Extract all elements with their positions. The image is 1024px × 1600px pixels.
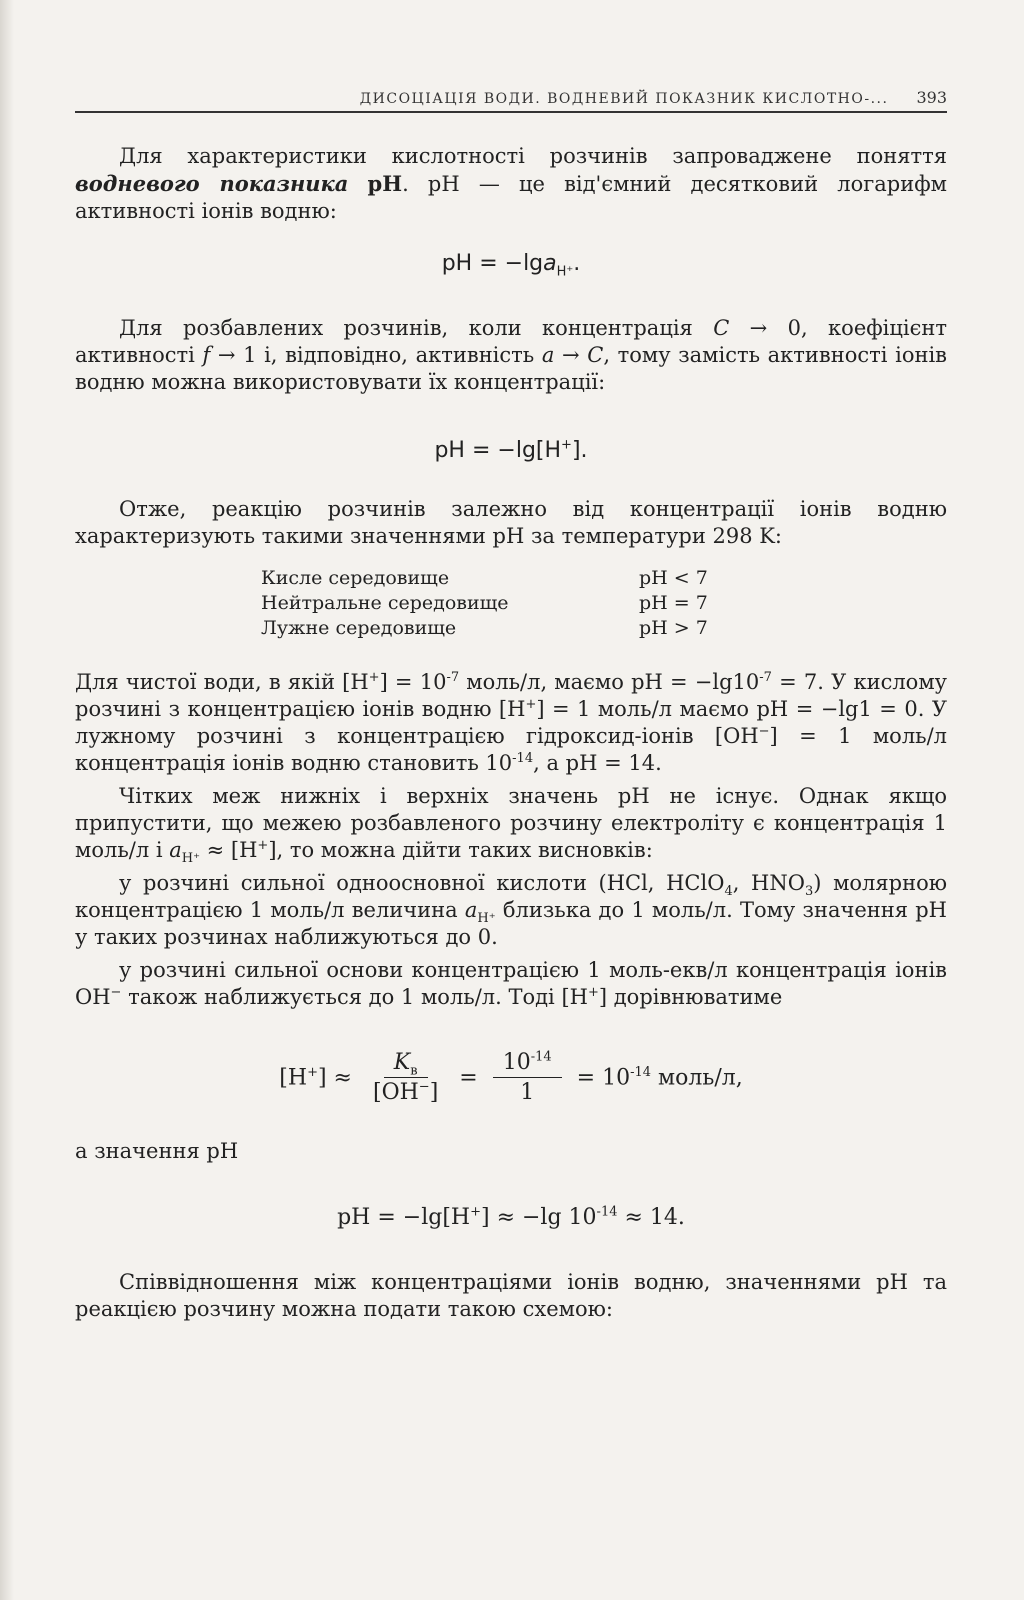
paragraph-strong-base [75,957,947,1011]
sup: + [368,670,380,685]
text: → 1 і, відповідно, активність [210,343,542,367]
fraction-kw-over-oh [367,1049,444,1108]
text: , тому замість активності іонів водню можна використовувати їх концентрації: [75,343,947,394]
formula-text: . [573,251,581,276]
formula-sup: -14 [596,1204,618,1220]
formula-ph-activity [75,249,947,279]
formula-sup: + [470,1204,481,1220]
formula-text: ]. [571,438,588,463]
text: у розчині сильної основи концентрацією 1 моль-екв/л концентрація іонів OH [75,958,947,1009]
text: ], то можна дійти таких висновків: [268,838,653,862]
env-name: Нейтральне середовище [261,592,509,614]
text: . pH — це від'ємний десятковий логарифм активності іонів водню: [75,172,948,223]
sup: + [257,838,269,853]
formula-text: 10 [502,1050,531,1075]
env-ph: pH = 7 [639,592,708,614]
text: ] = 10 [379,670,447,694]
term-ph: рН [367,171,403,196]
paragraph-pure-water [75,669,947,777]
formula-text: [H [279,1065,308,1091]
text: у розчині сильної одноосновної кислоти (HCl, HClO [119,871,725,895]
sub: 4 [724,884,733,900]
env-name: Лужне середовище [261,617,457,639]
formula-text: ≈ 14. [617,1205,685,1230]
page-number: 393 [916,88,947,107]
paragraph-scheme-intro: Співвідношення між концентраціями іонів водню, значеннями pH та реакцією розчину можна подати такою схемою: [75,1270,947,1321]
fraction-power-over-one [493,1049,562,1108]
paragraph-dilute-solutions [75,315,947,396]
text: ≈ [H [199,838,258,862]
page-header [75,88,947,113]
paragraph-ph-value: а значення pH [75,1139,239,1163]
text: = 7. У кислому розчині з концентрацією іонів водню [H [75,670,948,721]
var-c: C [587,343,604,367]
formula-text: [OH [372,1080,419,1105]
text: Чітких меж нижніх і верхніх значень pH не існує. Однак якщо припустити, що межею розбавленого розчину електроліту є концентрація 1 моль/л і [75,784,947,862]
formula-text: pH = −lg[H [337,1205,471,1230]
sub: H⁺ [477,911,496,927]
formula-text: ] ≈ [317,1065,352,1091]
table-row [261,566,708,591]
text: ] = 1 моль/л маємо pH = −lg1 = 0. У лужному розчині з концентрацією гідроксид-іонів [OH [75,697,948,748]
text: ] дорівнюватиме [598,985,783,1009]
table-row [261,616,708,641]
formula-sup: + [307,1065,318,1081]
var-a: a [541,343,555,367]
formula-text: ] ≈ −lg 10 [481,1205,597,1230]
sup: + [525,697,537,712]
sup: -7 [446,670,460,685]
sup: -7 [759,670,772,685]
env-ph: pH < 7 [639,567,708,589]
formula-text: pH = −lg[H [434,438,562,463]
formula-sup: -14 [630,1065,652,1081]
paragraph-ph-definition [75,143,947,225]
table-row [261,591,708,616]
text: , а pH = 14. [533,751,662,775]
text: ] = 1 моль/л концентрація іонів водню становить 10 [75,724,948,775]
sup: − [758,724,770,739]
formula-text: = [459,1065,478,1091]
sup: -14 [530,1049,552,1065]
var-k: K [393,1050,411,1075]
text: Для характеристики кислотності розчинів запроваджене поняття [119,144,947,168]
fraction-denominator: 1 [520,1080,535,1105]
formula-var: a [543,251,557,276]
sup: − [110,985,122,1000]
book-page [75,88,947,1323]
sup: -14 [512,751,534,766]
formula-ph-concentration [75,436,947,466]
sup: + [587,985,599,1000]
var-f: f [202,343,211,367]
formula-sub: H⁺ [556,264,574,280]
formula-text: = 10 [576,1065,631,1091]
var-a: a [169,838,182,862]
text: → [554,343,588,367]
formula-text: моль/л, [651,1065,743,1091]
term-ph-indicator: водневого показника [75,171,349,196]
formula-sup: + [561,437,572,453]
text: ) молярною концентрацією 1 моль/л величина [75,871,948,922]
fraction-numerator [493,1049,562,1078]
var-c: C [713,316,730,340]
sub: 3 [804,884,814,900]
env-ph: pH > 7 [639,617,708,639]
formula-ph-14 [75,1203,947,1233]
sub: H⁺ [181,851,200,867]
paragraph-limits [75,783,947,867]
var-a: a [464,898,478,922]
sup: − [418,1079,430,1095]
page-binding-edge [0,0,14,1600]
fraction-denominator [367,1078,444,1108]
text: , HNO [732,871,805,895]
formula-text: pH = −lg [441,251,544,276]
formula-h-concentration [75,1049,947,1108]
env-name: Кисле середовище [261,567,450,589]
fraction-numerator [384,1049,428,1078]
environment-table [261,566,708,641]
text: моль/л, маємо pH = −lg10 [459,670,760,694]
paragraph-reaction-intro: Отже, реакцію розчинів залежно від концентрації іонів водню характеризують такими значеннями pH за температури 298 K: [75,497,947,548]
text: Для розбавлених розчинів, коли концентрація [119,316,714,340]
text: Для чистої води, в якій [H [75,670,369,694]
text: також наближується до 1 моль/л. Тоді [H [121,985,588,1009]
formula-text: ] [429,1080,439,1105]
running-title: ДИСОЦІАЦІЯ ВОДИ. ВОДНЕВИЙ ПОКАЗНИК КИСЛОТНО-... [359,91,889,107]
text: близька до 1 моль/л. Тому значення pH у таких розчинах наближуються до 0. [75,898,947,949]
paragraph-strong-acid [75,870,947,951]
sub: в [410,1063,418,1079]
text: → 0, коефіцієнт активності [75,316,947,367]
